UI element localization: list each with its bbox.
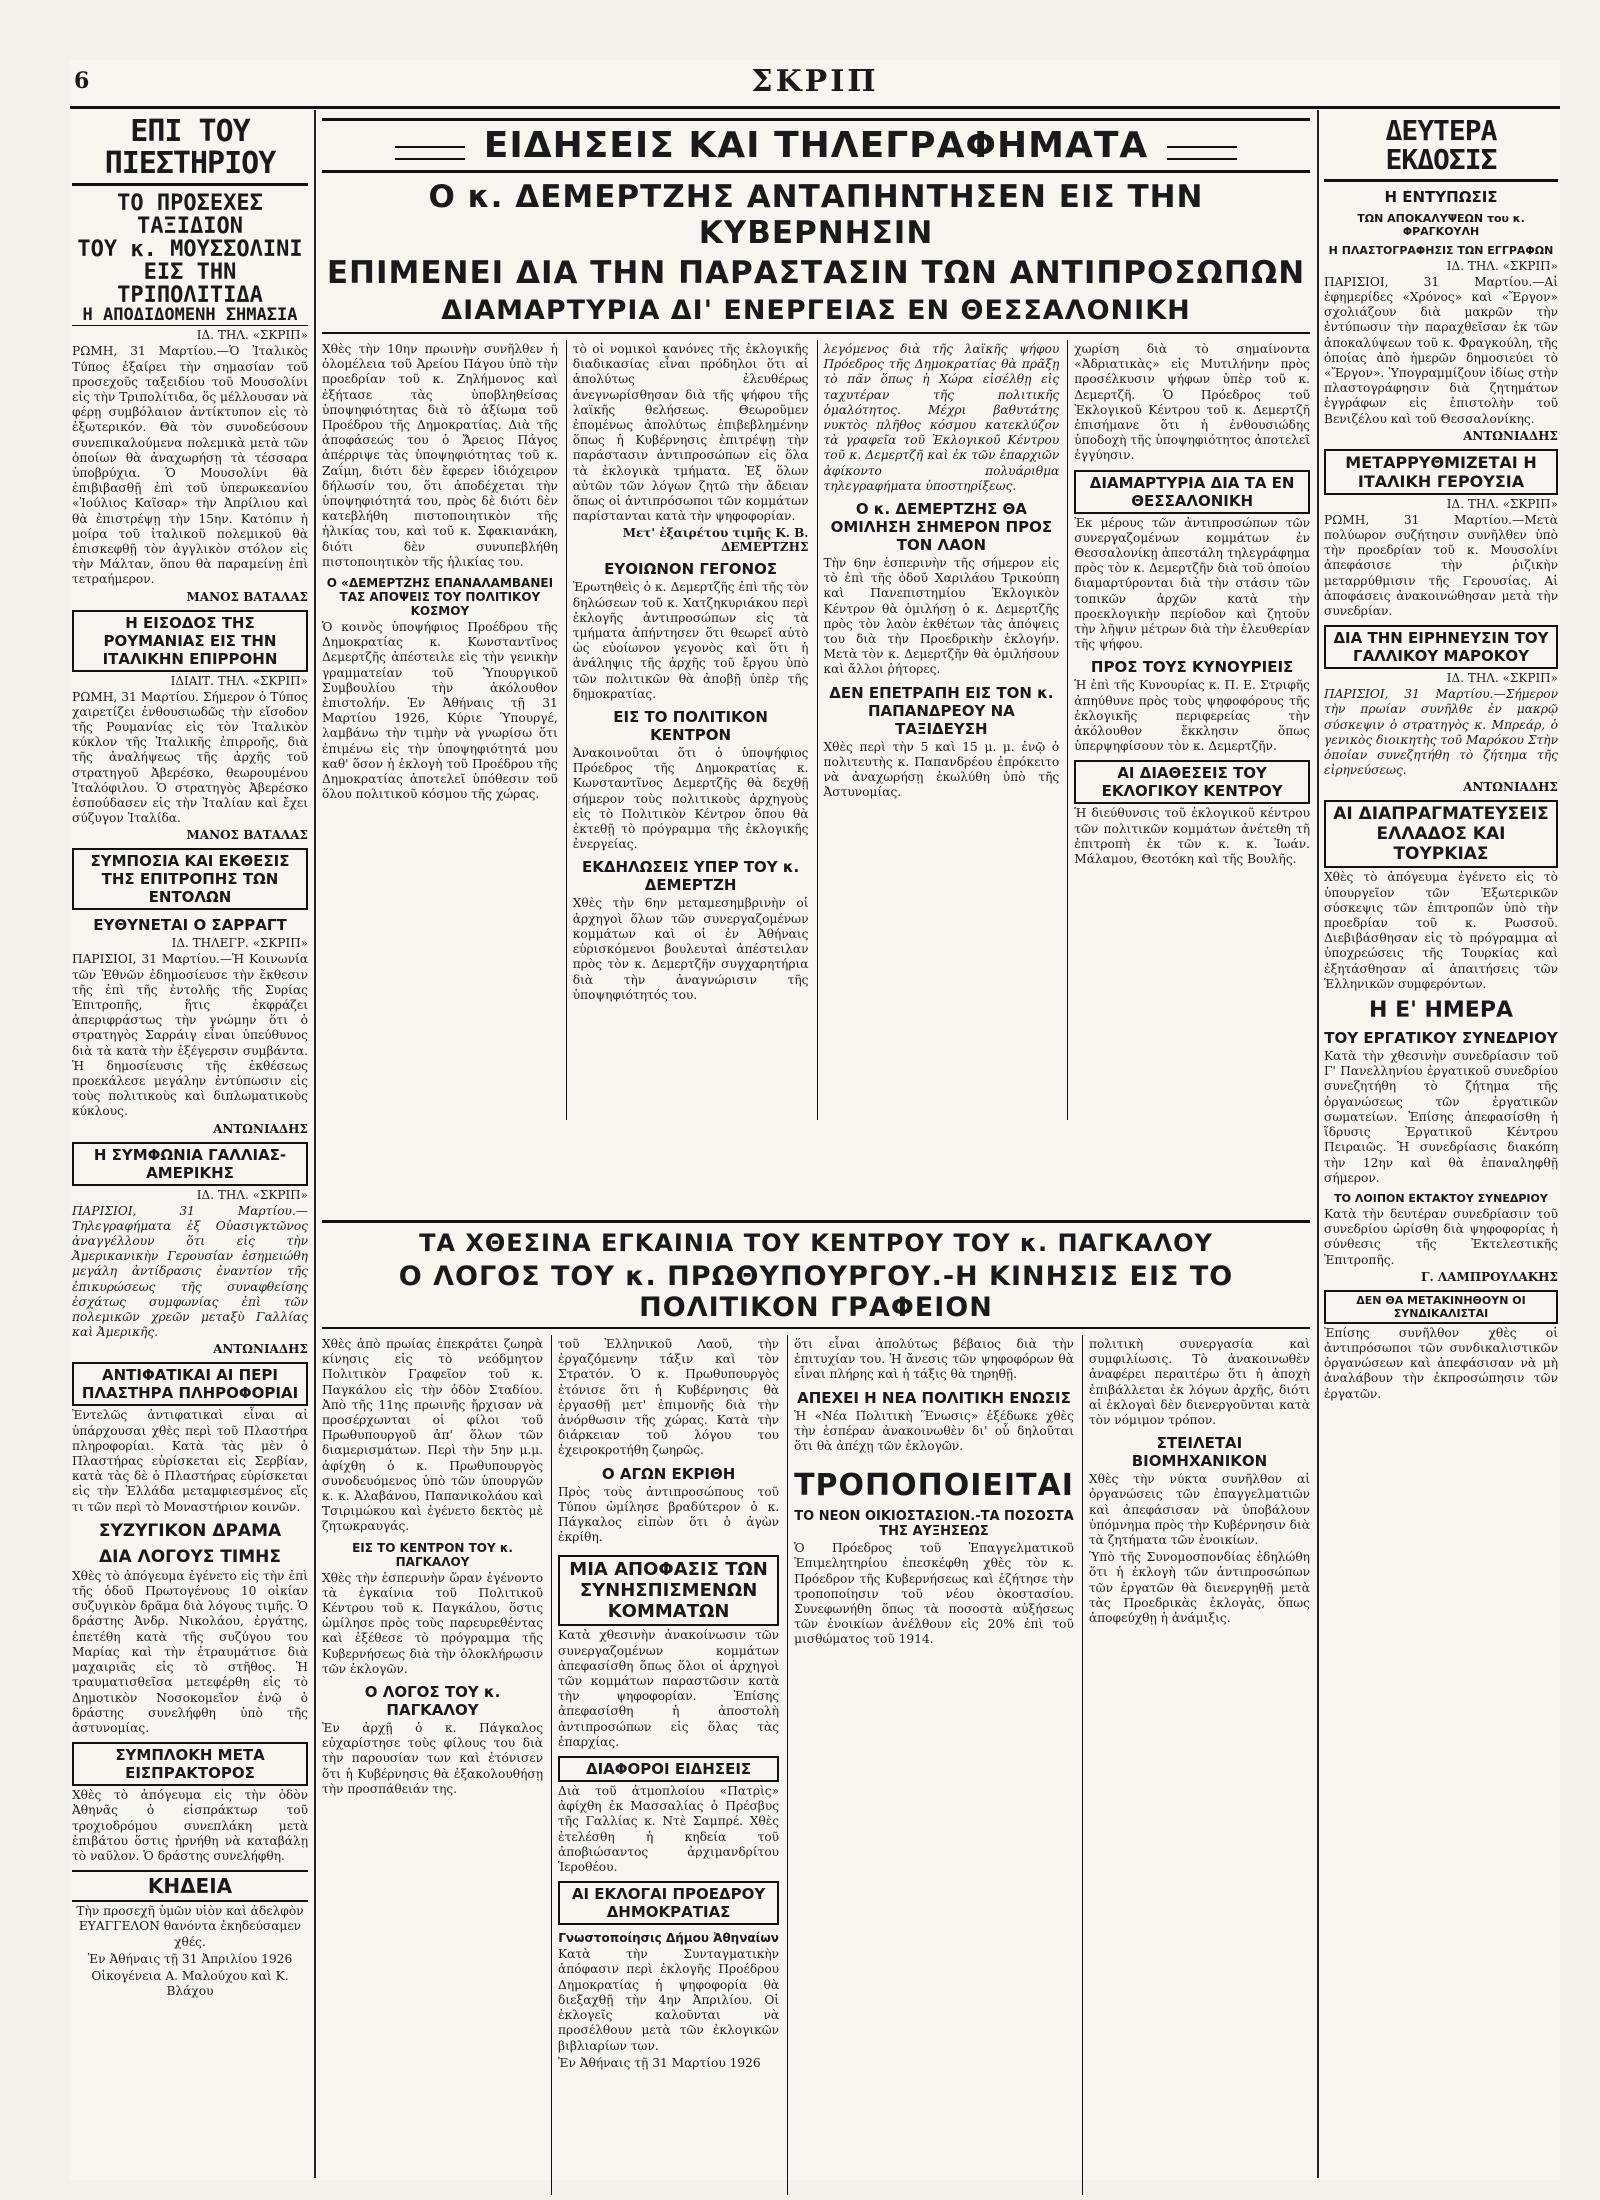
article-text: χωρίση διὰ τὸ σημαίνοντα «Ἀδριατικὰς» εἰς Μυτιλήνην πρὸς προσέλκυσιν ψήφων ὑπὲρ τοῦ κ. Δεμερτζῆ. Ὁ Πρόεδρος τοῦ Ἐκλογικοῦ Κέντρου τοῦ κ. Δεμερτζῆ ἐπισήμανε ὅτι ἡ ἐνθουσιώδης ὑποδοχὴ τῆς ὑποψηφιότητος ἀποτελεῖ ἐγγύησιν.	[1074, 342, 1310, 463]
lower-col-3	[787, 1335, 1074, 2195]
article-text: Ὑπὸ τῆς Συνομοσπονδίας ἐδηλώθη ὅτι ἡ ἐκλογὴ τῶν ἀντιπροσώπων τῶν ἐργατῶν θὰ διενεργηθῇ μετὰ τὰς Προεδρικὰς ἐκλογὰς, ὅπως ἀποφεύχθῃ ἡ ἀνάμιξις.	[1088, 1550, 1310, 1626]
story-heading: ΑΙ ΔΙΑΠΡΑΓΜΑΤΕΥΣΕΙΣ ΕΛΛΑΔΟΣ ΚΑΙ ΤΟΥΡΚΙΑΣ	[1324, 800, 1558, 868]
signature: Μετ' ἐξαιρέτου τιμῆς Κ. Β. ΔΕΜΕΡΤΖΗΣ	[622, 526, 809, 555]
masthead	[70, 60, 1560, 109]
story-heading: ΣΥΖΥΓΙΚΟΝ ΔΡΑΜΑ	[98, 1520, 282, 1541]
center-col-3	[817, 340, 1060, 1120]
story-heading: ΕΥΟΙΩΝΟΝ ΓΕΓΟΝΟΣ	[604, 560, 778, 579]
article-text: Διὰ τοῦ ἀτμοπλοίου «Πατρὶς» ἀφίχθη ἐκ Μασσαλίας ὁ Πρέσβυς τῆς Γαλλίας κ. Ντὲ Σαμπρέ. Χθὲς ἐτελέσθη ἡ κηδεία τοῦ ἀποβιώσαντος ἀρχιμανδρίτου Ἱεροθέου.	[558, 1784, 780, 1875]
story-heading: ΔΕΝ ΘΑ ΜΕΤΑΚΙΝΗΘΟΥΝ ΟΙ ΣΥΝΔΙΚΑΛΙΣΤΑΙ	[1324, 1290, 1558, 1324]
story-heading: Η ΕΙΣΟΔΟΣ ΤΗΣ ΡΟΥΜΑΝΙΑΣ ΕΙΣ ΤΗΝ ΙΤΑΛΙΚΗΝ ΕΠΙΡΡΟΗΝ	[72, 610, 308, 672]
story-heading: ΑΙ ΕΚΛΟΓΑΙ ΠΡΟΕΔΡΟΥ ΔΗΜΟΚΡΑΤΙΑΣ	[558, 1881, 779, 1925]
article-text: Ἀνακοινοῦται ὅτι ὁ ὑποψήφιος Πρόεδρος τῆς Δημοκρατίας κ. Κωνσταντῖνος Δεμερτζῆς θὰ δεχθῇ σήμερον τοὺς πολιτικοὺς ἀρχηγοὺς εἰς τὸ Πολιτικὸν Κέντρον ὅπου θὰ ἐκτεθῇ τὸ πρόγραμμα τῆς ἐκλογικῆς ἐνεργείας.	[572, 746, 809, 852]
lower-col-4	[1082, 1335, 1310, 2195]
story-heading: ΑΝΤΙΦΑΤΙΚΑΙ ΑΙ ΠΕΡΙ ΠΛΑΣΤΗΡΑ ΠΛΗΡΟΦΟΡΙΑΙ	[72, 1362, 308, 1406]
article-text: Τὴν 6ην ἑσπερινὴν τῆς σήμερον εἰς τὸ ἐπὶ τῆς ὁδοῦ Χαριλάου Τρικούπη καὶ Πανεπιστημίου Ἐκλογικὸν Κέντρον θὰ ὁμιλήσῃ ὁ κ. Δεμερτζῆς πρὸς τὸν λαὸν ἐκθέτων τὰς ἀπόψεις του διὰ τὴν Προεδρικὴν ἐκλογήν. Μετὰ τὸν κ. Δεμερτζῆν θὰ ὁμιλήσουν καὶ ἄλλοι ῥήτορες.	[823, 556, 1060, 677]
story-subheading: Η ΑΠΟΔΙΔΟΜΕΝΗ ΣΗΜΑΣΙΑ	[72, 307, 308, 326]
story-heading: ΔΙΑ ΤΗΝ ΕΙΡΗΝΕΥΣΙΝ ΤΟΥ ΓΑΛΛΙΚΟΥ ΜΑΡΟΚΟΥ	[1324, 625, 1558, 669]
story-subheading: ΔΙΑ ΛΟΓΟΥΣ ΤΙΜΗΣ	[99, 1546, 281, 1567]
story-heading: ΤΡΟΠΟΠΟΙΕΙΤΑΙ	[794, 1468, 1074, 1504]
left-column	[72, 116, 308, 2176]
story-subheading: ΕΥΘΥΝΕΤΑΙ Ο ΣΑΡΡΑΓΤ	[93, 916, 287, 935]
left-heading: ΕΠΙ ΤΟΥ ΠΙΕΣΤΗΡΙΟΥ	[72, 116, 308, 186]
byline: ΙΔ. ΤΗΛΕΓΡ. «ΣΚΡΙΠ»	[171, 936, 308, 951]
article-text: πολιτικὴ συνεργασία καὶ συμφιλίωσις. Τὸ ἀνακοινωθὲν ἀναφέρει περαιτέρω ὅτι ἡ ἀποχὴ ἐπιβάλλεται ἐκ λόγων ἀρχῆς, διότι αἱ ἐκλογαὶ δὲν διενεργοῦνται κατὰ τὸν νόμιμον τρόπον.	[1088, 1337, 1310, 1428]
center-columns	[322, 340, 1310, 1120]
center-col-1	[322, 340, 558, 1120]
story-heading: Η ΕΝΤΥΠΩΣΙΣ	[1384, 187, 1498, 206]
story-heading: Ο «ΔΕΜΕΡΤΖΗΣ ΕΠΑΝΑΛΑΜΒΑΝΕΙ ΤΑΣ ΑΠΟΨΕΙΣ ΤΟΥ ΠΟΛΙΤΙΚΟΥ ΚΟΣΜΟΥ	[326, 576, 554, 619]
story-heading: ΕΚΔΗΛΩΣΕΙΣ ΥΠΕΡ ΤΟΥ κ. ΔΕΜΕΡΤΖΗ	[582, 858, 800, 895]
signature: ΑΝΤΩΝΙΑΔΗΣ	[213, 1342, 308, 1357]
article-text: ΡΩΜΗ, 31 Μαρτίου. Σήμερον ὁ Τύπος χαιρετίζει ἐνθουσιωδῶς τὴν εἴσοδον τῆς Ρουμανίας εἰς τὸν Ἰταλικὸν κύκλον τῆς Ἰταλικῆς ἐπιρροῆς, διὰ τῆς ἀναλήψεως τῆς ἀρχῆς τοῦ στρατηγοῦ Ἀβερέσκο, θεωρουμένου Ἰταλόφιλου. Ὁ στρατηγὸς Ἀβερέσκο ἐσπούδασεν εἰς τὴν Ἰταλίαν καὶ ἔχει σύζυγον Ἰταλίδα.	[72, 689, 308, 826]
lower-columns	[322, 1335, 1310, 2195]
section-title: ΕΙΔΗΣΕΙΣ ΚΑΙ ΤΗΛΕΓΡΑΦΗΜΑΤΑ	[483, 125, 1149, 166]
byline: ΙΔ. ΤΗΛ. «ΣΚΡΙΠ»	[196, 1187, 308, 1202]
decorative-rule	[1167, 146, 1237, 160]
article-text: Χθὲς τὴν ἑσπερινὴν ὥραν ἐγένοντο τὰ ἐγκαίνια τοῦ Πολιτικοῦ Κέντρου τοῦ κ. Παγκάλου, ὅστις ὡμίλησε πρὸς τοὺς παρευρεθέντας καὶ ἐξέθεσε τὸ πρόγραμμα τῆς Κυβερνήσεως διὰ τὴν ὁλοκλήρωσιν τῶν ἐκλογῶν.	[322, 1570, 544, 1676]
article-text: Ἐκ μέρους τῶν ἀντιπροσώπων τῶν συνεργαζομένων κομμάτων ἐν Θεσσαλονίκῃ ἀπεστάλη τηλεγράφημα πρὸς τὸν κ. Δεμερτζῆν διὰ τοῦ ὁποίου διαμαρτύρονται διὰ τὴν στάσιν τῶν τοπικῶν ἀρχῶν κατὰ τὴν προεκλογικὴν περίοδον καὶ ζητοῦν τὴν λῆψιν μέτρων διὰ τὴν ἐλευθερίαν τῆς ψήφου.	[1074, 515, 1310, 652]
article-text: Ἐντελῶς ἀντιφατικαὶ εἶναι αἱ ὑπάρχουσαι χθὲς περὶ τοῦ Πλαστήρα πληροφορίαι. Κατὰ τὰς μὲν ὁ Πλαστήρας εὑρίσκεται εἰς Σερβίαν, κατὰ τὰς δὲ ὁ Πλαστήρας εὑρίσκεται εἰς τὴν Ἑλλάδα μεταμφιεσμένος εἴς τι τῶν περὶ τὸ Μοναστήριον κοινῶν.	[72, 1408, 308, 1514]
story-heading: ΤΟ ΠΡΟΣΕΧΕΣ ΤΑΞΙΔΙΟΝ	[117, 191, 263, 240]
story-heading: Ο ΛΟΓΟΣ ΤΟΥ κ. ΠΑΓΚΑΛΟΥ	[364, 1683, 501, 1720]
story-heading: ΔΕΝ ΕΠΕΤΡΑΠΗ ΕΙΣ ΤΟΝ κ. ΠΑΠΑΝΔΡΕΟΥ ΝΑ ΤΑΞΙΔΕΥΣΗ	[829, 683, 1054, 738]
center-col-4	[1067, 340, 1310, 1120]
signature: ΑΝΤΩΝΙΑΔΗΣ	[213, 1121, 308, 1136]
story-heading: ΣΤΕΙΛΕΤΑΙ ΒΙΟΜΗΧΑΝΙΚΟΝ	[1131, 1434, 1268, 1471]
article-text: Κατὰ χθεσινὴν ἀνακοίνωσιν τῶν συνεργαζομένων κομμάτων ἀπεφασίσθη ὅπως ὅλοι οἱ ἀρχηγοὶ τῶν κομμάτων παραστῶσιν κατὰ τὴν ψηφοφορίαν. Ἐπίσης ἀπεφασίσθη ἡ ἀποστολὴ ἀντιπροσώπων εἰς ὅλας τὰς ἐπαρχίας.	[558, 1628, 780, 1749]
article-text: ΡΩΜΗ, 31 Μαρτίου.—Μετὰ πολύωρον συζήτησιν συνῆλθεν ὑπὸ τὴν προεδρίαν τοῦ κ. Μουσολίνι ἀπεφάσισε τὴν ῥιζικὴν μεταρρύθμισιν τῆς Γερουσίας. Αἱ ἀποφάσεις ἀνακοινώθησαν μετὰ τὴν συνεδρίαν.	[1324, 512, 1558, 619]
center-top	[322, 118, 1310, 1208]
story-heading: ΣΥΜΠΟΣΙΑ ΚΑΙ ΕΚΘΕΣΙΣ ΤΗΣ ΕΠΙΤΡΟΠΗΣ ΤΩΝ ΕΝΤΟΛΩΝ	[72, 848, 308, 910]
article-text: τοῦ Ἑλληνικοῦ Λαοῦ, τὴν ἐργαζόμενην τάξιν καὶ τὸν Στρατόν. Ὁ κ. Πρωθυπουργὸς ἐτόνισε ὅτι ἡ Κυβέρνησις θὰ ἐργασθῇ μετ' ἐπιμονῆς διὰ τὴν ἀνόρθωσιν τῆς χώρας. Κατὰ τὴν διάρκειαν τοῦ λόγου του ἐχειροκροτήθη ζωηρῶς.	[558, 1337, 780, 1458]
story-heading: Η ΠΛΑΣΤΟΓΡΑΦΗΣΙΣ ΤΩΝ ΕΓΓΡΑΦΩΝ	[1328, 243, 1554, 257]
article-text: Χθὲς τὴν 10ην πρωινὴν συνῆλθεν ἡ ὁλομέλεια τοῦ Ἀρείου Πάγου ὑπὸ τὴν προεδρίαν τοῦ κ. Ζηλήμονος καὶ ἐξήτασε τὰς ὑποβληθείσας ὑποψηφιότητας διὰ τὸ ἀξίωμα τοῦ Προέδρου τῆς Δημοκρατίας. Διὰ τῆς ἀποφάσεώς του ὁ Ἄρειος Πάγος ἀπέρριψε τὰς ὑποψηφιότητας τοῦ κ. Ζαΐμη, διότι δὲν ἔφερεν ἰδιόχειρον δήλωσίν του, ὅτι ἀποδέχεται τὴν ὑποψηφιότητά του, πρὸς δὲ διότι δὲν κατεβλήθη πιστοποιητικὸν τῆς ἡλικίας του, καὶ τοῦ κ. Σφακιανάκη, διότι δὲν συνυπεβλήθη πιστοποιητικὸν τῆς ἡλικίας του.	[322, 342, 558, 569]
article-text: ΠΑΡΙΣΙΟΙ, 31 Μαρτίου.—Σήμερον τὴν πρωίαν συνῆλθε ἐν μακρῷ σύσκεψιν ὁ στρατηγὸς κ. Μπρεάρ, ὁ γενικὸς διοικητὴς τοῦ Μαρόκου Στὴν ὁποίαν συνεζητήθη τὸ ζήτημα τῆς εἰρηνεύσεως.	[1324, 687, 1558, 778]
story-heading: ΕΙΣ ΤΟ ΠΟΛΙΤΙΚΟΝ ΚΕΝΤΡΟΝ	[613, 708, 768, 745]
story-heading: ΑΠΕΧΕΙ Η ΝΕΑ ΠΟΛΙΤΙΚΗ ΕΝΩΣΙΣ	[797, 1388, 1071, 1407]
article-text: Κατὰ τὴν δευτέραν συνεδρίασιν τοῦ συνεδρίου ὡρίσθη διὰ ψηφοφορίας ἡ σύνθεσις τῆς Ἐκτελεστικῆς Ἐπιτροπῆς.	[1324, 1206, 1558, 1267]
story-subheading: Γνωστοποίησις Δήμου Ἀθηναίων	[558, 1931, 779, 1946]
signature: ΜΑΝΟΣ ΒΑΤΑΛΑΣ	[186, 589, 308, 604]
article-text: Ὁ Πρόεδρος τοῦ Ἐπαγγελματικοῦ Ἐπιμελητηρίου ἐπεσκέφθη χθὲς τὸν κ. Πρόεδρον τῆς Κυβερνήσεως καὶ ἐζήτησε τὴν τροποποίησιν τοῦ νέου ὀκοστασίου. Συνεφωνήθη ὅπως τὰ ποσοστὰ αὐξήσεως τῶν ἐνοικίων ἀνέλθουν εἰς 20% ἐπὶ τοῦ μισθώματος τοῦ 1914.	[794, 1541, 1074, 1647]
article-text: Χθὲς τὸ ἀπόγευμα ἐγένετο εἰς τὴν ἐπὶ τῆς ὁδοῦ Πρωτογένους 10 οἰκίαν συζυγικὸν δρᾶμα διὰ λόγους τιμῆς. Ὁ δράστης Ἀνδρ. Νικολάου, ἐργάτης, ἐπετέθη κατὰ τῆς συζύγου του Μαρίας καὶ τὴν ἐτραυμάτισε διὰ μαχαιριᾶς εἰς τὸ στῆθος. Ἡ τραυματισθεῖσα μετεφέρθη εἰς τὸ Δημοτικὸν Νοσοκομεῖον ἐνῷ ὁ δράστης συνελήφθη ὑπὸ τῆς ἀστυνομίας.	[72, 1568, 308, 1735]
article-text: Ὁ κοινὸς ὑποψήφιος Προέδρου τῆς Δημοκρατίας κ. Κωνσταντῖνος Δεμερτζῆς ἀπέστειλε εἰς τὴν γενικὴν γραμματείαν τοῦ Ὑπουργικοῦ Συμβουλίου τὴν ἀκόλουθον ἐπιστολήν. Ἐν Ἀθήναις τῇ 31 Μαρτίου 1926, Κύριε Ὑπουργέ, λαμβάνω τὴν τιμὴν νὰ γνωρίσω ὅτι ἐπιμένω εἰς τὴν ὑποψηφιότητά μου καθ' ὅσον ἡ ἐκλογὴ τοῦ Προέδρου τῆς Δημοκρατίας ἀποτελεῖ ὑπόθεσιν τοῦ ὅλου πολιτικοῦ κόσμου τῆς χώρας.	[322, 620, 558, 802]
story-heading: ΠΡΟΣ ΤΟΥΣ ΚΥΝΟΥΡΙΕΙΣ	[1090, 658, 1294, 677]
article-text: Κατὰ τὴν Συνταγματικὴν ἀπόφασιν περὶ ἐκλογῆς Προέδρου Δημοκρατίας ἡ ψηφοφορία θὰ διεξαχθῇ τὴν 4ην Ἀπριλίου. Οἱ ἐκλογεῖς καλοῦνται νὰ προσέλθουν μετὰ τῶν ἐκλογικῶν βιβλιαρίων των.	[558, 1947, 780, 2053]
column-rule	[314, 110, 316, 2178]
main-subheadline: ΔΙΑΜΑΡΤΥΡΙΑ ΔΙ' ΕΝΕΡΓΕΙΑΣ ΕΝ ΘΕΣΣΑΛΟΝΙΚΗ	[322, 295, 1310, 334]
article-text: Χθὲς περὶ τὴν 5 καὶ 15 μ. μ. ἐνῷ ὁ πολιτευτὴς κ. Παπανδρέου ἐπρόκειτο νὰ ἀναχωρήσῃ ἐκωλύθη ὑπὸ τῆς Ἀστυνομίας.	[823, 739, 1060, 800]
byline: ΙΔ. ΤΗΛ. «ΣΚΡΙΠ»	[1446, 258, 1558, 273]
lower-banner: Ο ΛΟΓΟΣ ΤΟΥ κ. ΠΡΩΘΥΠΟΥΡΓΟΥ.-Η ΚΙΝΗΣΙΣ ΕΙΣ ΤΟ ΠΟΛΙΤΙΚΟΝ ΓΡΑΦΕΙΟΝ	[322, 1261, 1310, 1329]
signature: ΑΝΤΩΝΙΑΔΗΣ	[1463, 428, 1558, 443]
article-text: Ἐν ἀρχῇ ὁ κ. Πάγκαλος εὐχαρίστησε τοὺς φίλους του διὰ τὴν παρουσίαν των καὶ ἐτόνισεν ὅτι ἡ Κυβέρνησις θὰ ἐξακολουθήσῃ τὴν προσπάθειάν της.	[322, 1721, 544, 1796]
article-text: Πρὸς τοὺς ἀντιπροσώπους τοῦ Τύπου ὡμίλησε βραδύτερον ὁ κ. Πάγκαλος εἰπὼν ὅτι ὁ ἀγὼν ἐκρίθη.	[558, 1484, 780, 1545]
article-date: Ἐν Ἀθήναις τῇ 31 Μαρτίου 1926	[558, 2055, 761, 2070]
newspaper-page	[70, 60, 1560, 2180]
story-heading: ΔΙΑΜΑΡΤΥΡΙΑ ΔΙΑ ΤΑ ΕΝ ΘΕΣΣΑΛΟΝΙΚΗ	[1074, 470, 1310, 514]
right-heading: ΔΕΥΤΕΡΑ ΕΚΔΟΣΙΣ	[1324, 116, 1558, 182]
article-text: Χθὲς τὸ ἀπόγευμα εἰς τὴν ὁδὸν Ἀθηνᾶς ὁ εἰσπράκτωρ τοῦ τροχιοδρόμου συνεπλάκη μετὰ ἐπιβάτου ὅστις ἠρνήθη νὰ καταβάλῃ τὸ ναῦλον. Ὁ δράστης συνελήφθη.	[72, 1788, 308, 1863]
article-text: ΠΑΡΙΣΙΟΙ, 31 Μαρτίου.—Αἱ ἐφημερίδες «Χρόνος» καὶ «Ἔργον» σχολιάζουν διὰ μακρῶν τὴν ἐντύπωσιν τὴν παραχθεῖσαν ἐκ τῶν ἀποκαλύψεων τοῦ κ. Φραγκούλη, τῆς ὁποίας ἀπὸ ἡμερῶν δημοσιεύει τὸ «Ἔργον». Ὑπογραμμίζουν ἰδίως στὴν πλαστογράφησιν διὰ ζητημάτων ἐγγράφων εἰς ἐπιστολὴν τοῦ Βενιζέλου καὶ τοῦ Θεσσαλονίκης.	[1324, 274, 1558, 426]
story-heading: Ο ΑΓΩΝ ΕΚΡΙΘΗ	[601, 1464, 736, 1483]
center-col-2	[566, 340, 809, 1120]
right-column	[1324, 116, 1558, 2176]
story-heading: ΤΟ ΛΟΙΠΟΝ ΕΚΤΑΚΤΟΥ ΣΥΝΕΔΡΙΟΥ	[1334, 1191, 1548, 1205]
story-heading: ΕΙΣ ΤΗΝ ΤΡΙΠΟΛΙΤΙΔΑ	[117, 260, 263, 309]
section-title-bar	[322, 118, 1310, 173]
byline: ΙΔΙΑΙΤ. ΤΗΛ. «ΣΚΡΙΠ»	[170, 673, 308, 688]
story-heading: ΑΙ ΔΙΑΘΕΣΕΙΣ ΤΟΥ ΕΚΛΟΓΙΚΟΥ ΚΕΝΤΡΟΥ	[1074, 760, 1310, 804]
story-subheading: ΤΟΥ ΕΡΓΑΤΙΚΟΥ ΣΥΝΕΔΡΙΟΥ	[1324, 1029, 1558, 1048]
notice-date: Ἐν Ἀθήναις τῇ 31 Ἀπριλίου 1926	[87, 1951, 293, 1966]
article-text: Ἡ ἐπὶ τῆς Κυνουρίας κ. Π. Ε. Στριφῆς ἀπηύθυνε πρὸς τοὺς ψηφοφόρους τῆς ἐκλογικῆς περιφερείας τὴν ἀκόλουθον ἔκκλησιν ὅπως ὑπερψηφίσουν τὸν κ. Δεμερτζῆν.	[1074, 678, 1310, 754]
notice-text: Τὴν προσεχῆ ὑμῶν υἱὸν καὶ ἀδελφὸν ΕΥΑΓΓΕΛΟΝ θανόντα ἐκηδεύσαμεν χθές.	[76, 1904, 304, 1949]
main-headline: ΕΠΙΜΕΝΕΙ ΔΙΑ ΤΗΝ ΠΑΡΑΣΤΑΣΙΝ ΤΩΝ ΑΝΤΙΠΡΟΣΩΠΩΝ	[326, 255, 1306, 291]
byline: ΙΔ. ΤΗΛ. «ΣΚΡΙΠ»	[1446, 496, 1558, 511]
article-text: Χθὲς ἀπὸ πρωίας ἐπεκράτει ζωηρὰ κίνησις εἰς τὸ νεόδμητον Πολιτικὸν Γραφεῖον τοῦ κ. Παγκάλου εἰς τὴν ὁδὸν Σταδίου. Ἀπὸ τῆς 11ης πρωινῆς ἤρχισαν νὰ προσέρχωνται οἱ φίλοι τοῦ Πρωθυπουργοῦ ἀπ' ὅλων τῶν διαμερισμάτων. Περὶ τὴν 5ην μ.μ. ἀφίχθη ὁ κ. Πρωθυπουργὸς συνοδευόμενος ὑπὸ τῶν ὑπουργῶν κ. κ. Ἀλαβάνου, Παπανικολάου καὶ Τσιριμώκου καὶ ἐγένετο δεκτὸς μὲ ζητωκραυγάς.	[322, 1337, 544, 1534]
story-heading: ΔΙΑΦΟΡΟΙ ΕΙΔΗΣΕΙΣ	[558, 1756, 779, 1782]
article-text: Ἐρωτηθεὶς ὁ κ. Δεμερτζῆς ἐπὶ τῆς τὸν δηλώσεων τοῦ κ. Χατζηκυριάκου περὶ ἐκλογῆς ἀντιπροσώπων εἰς τὰ τμήματα ἀπήντησεν ὅτι θεωρεῖ αὐτὸ ὡς εὐοίωνον γεγονὸς καὶ ὅτι ἡ ἀνάληψις τῆς ἀρχῆς τοῦ ἔργου ὑπὸ τῶν πολιτικῶν θὰ ἀποβῇ ὑπὲρ τῆς δημοκρατίας.	[572, 580, 809, 701]
main-headline: Ο κ. ΔΕΜΕΡΤΖΗΣ ΑΝΤΑΠΗΝΤΗΣΕΝ ΕΙΣ ΤΗΝ ΚΥΒΕΡΝΗΣΙΝ	[428, 179, 1204, 251]
newspaper-name: ΣΚΡΙΠ	[751, 64, 879, 99]
article-text: Χθὲς τὸ ἀπόγευμα ἐγένετο εἰς τὸ ὑπουργεῖον τῶν Ἐξωτερικῶν σύσκεψις τῶν ἐπιτροπῶν ὑπὸ τὴν προεδρίαν τοῦ κ. Ρωσσοῦ. Διεβιβάσθησαν εἰς τὸ πρόγραμμα αἱ ὑποχρεώσεις τῆς Τουρκίας καὶ ἐξητάσθησαν αἱ ἀπαιτήσεις τῶν Ἑλληνικῶν συμφερόντων.	[1324, 870, 1558, 991]
story-heading: ΕΙΣ ΤΟ ΚΕΝΤΡΟΝ ΤΟΥ κ. ΠΑΓΚΑΛΟΥ	[352, 1540, 513, 1569]
story-heading: ΤΩΝ ΑΠΟΚΑΛΥΨΕΩΝ του κ. ΦΡΑΓΚΟΥΛΗ	[1357, 211, 1525, 238]
article-text: Ἡ «Νέα Πολιτικὴ Ἕνωσις» ἐξέδωκε χθὲς τὴν ἑσπέραν ἀνακοινωθὲν δι' οὗ δηλοῦται ὅτι θὰ ἀπέχῃ τῶν ἐκλογῶν.	[794, 1408, 1074, 1454]
lower-banner: ΤΑ ΧΘΕΣΙΝΑ ΕΓΚΑΙΝΙΑ ΤΟΥ ΚΕΝΤΡΟΥ ΤΟΥ κ. ΠΑΓΚΑΛΟΥ	[419, 1229, 1213, 1257]
signature: Γ. ΛΑΜΠΡΟΥΛΑΚΗΣ	[1420, 1269, 1558, 1284]
story-heading: ΤΟΥ κ. ΜΟΥΣΣΟΛΙΝΙ	[77, 237, 303, 263]
lower-col-1	[322, 1335, 543, 2195]
column-rule	[1317, 110, 1319, 2178]
lower-col-2	[551, 1335, 779, 2195]
article-text: Ἐπίσης συνῆλθον χθὲς οἱ ἀντιπρόσωποι τῶν συνδικαλιστικῶν ὀργανώσεων καὶ ἀπεφάσισαν νὰ μὴ ἀναλάβουν τὴν ἐκπροσώπησιν τῶν ἐργατῶν.	[1324, 1325, 1558, 1401]
story-heading: ΣΥΜΠΛΟΚΗ ΜΕΤΑ ΕΙΣΠΡΑΚΤΟΡΟΣ	[72, 1742, 308, 1786]
story-heading: Η ΣΥΜΦΩΝΙΑ ΓΑΛΛΙΑΣ-ΑΜΕΡΙΚΗΣ	[72, 1142, 308, 1186]
story-heading: Η Ε' ΗΜΕΡΑ	[1369, 998, 1513, 1024]
byline: ΙΔ. ΤΗΛ. «ΣΚΡΙΠ»	[196, 328, 308, 343]
article-text: ΠΑΡΙΣΙΟΙ, 31 Μαρτίου.—Ἡ Κοινωνία τῶν Ἐθνῶν ἐδημοσίευσε τὴν ἔκθεσιν τῆς ἐπὶ τῆς ἐντολῆς τῆς Συρίας Ἐπιτροπῆς, ἥτις ἐκφράζει ἀπεριφράστως τὴν γνώμην ὅτι ὁ στρατηγὸς Σαρράιγ εἶναι ὑπεύθυνος διὰ τὰ κατὰ τὴν ἐξέγερσιν συμβάντα. Ἡ δημοσίευσις τῆς ἐκθέσεως προεκάλεσε μεγάλην ἐντύπωσιν εἰς τοὺς πολιτικοὺς καὶ διπλωματικοὺς κύκλους.	[72, 952, 308, 1119]
article-text: τὸ οἰ νομικοὶ κανόνες τῆς ἐκλογικῆς διαδικασίας εἶναι πρόδηλοι ὅτι αἱ ἀπολύτως ἐλευθέρως ἀνεγνωρίσθησαν διὰ τῆς ψήφου τῆς λαϊκῆς θελήσεως. Θεωροῦμεν ἐπομένως ἀπολύτως ἐπιβεβλημένην ὅπως ἡ Κυβέρνησις ἐπιτρέψῃ τὴν παράστασιν ἀντιπροσώπων εἰς ὅλα τὰ ἐκλογικὰ τμήματα. Ἐξ ὅλων αὐτῶν τῶν λόγων ζητῶ τὴν ἄδειαν ὅπως οἱ ἀντιπρόσωποι τῶν κομμάτων παρίστανται κατὰ τὴν ψηφοφορίαν.	[572, 342, 809, 524]
story-subheading: ΤΟ ΝΕΟΝ ΟΙΚΙΟΣΤΑΣΙΟΝ.-ΤΑ ΠΟΣΟΣΤΑ ΤΗΣ ΑΥΞΗΣΕΩΣ	[794, 1509, 1074, 1540]
story-heading: ΜΕΤΑΡΡΥΘΜΙΖΕΤΑΙ Η ΙΤΑΛΙΚΗ ΓΕΡΟΥΣΙΑ	[1324, 449, 1558, 495]
article-text: Χθὲς τὴν 6ην μεταμεσημβρινὴν οἱ ἀρχηγοὶ ὅλων τῶν συνεργαζομένων κομμάτων καὶ οἱ ἐν Ἀθήναις εὑρισκόμενοι βουλευταὶ ἀπέστειλαν πρὸς τὸν κ. Δεμερτζῆν συγχαρητήρια διὰ τὴν ἀναγνώρισιν τῆς ὑποψηφιότητός του.	[572, 896, 809, 1002]
article-text: ὅτι εἶναι ἀπολύτως βέβαιος διὰ τὴν ἐπιτυχίαν του. Ἡ ἄνεσις τῶν ψηφοφόρων θὰ εἶναι πλήρης καὶ ἡ τάξις θὰ τηρηθῇ.	[794, 1337, 1074, 1382]
signature: ΜΑΝΟΣ ΒΑΤΑΛΑΣ	[186, 828, 308, 843]
decorative-rule	[395, 146, 465, 160]
article-text: ΡΩΜΗ, 31 Μαρτίου.—Ὁ Ἰταλικὸς Τύπος ἐξαίρει τὴν σημασίαν τοῦ προσεχοῦς ταξειδίου τοῦ Μουσολίνι εἰς τὴν Τριπολίτιδα, ὅς μέλλουσαν νὰ φέρῃ συμβόλαιον ἀντίκτυπον εἰς τὸ ἐξωτερικόν. Θὰ τὸν συνοδεύσουν συνεπικαλούμενα πολεμικὰ μετὰ τῶν ὁποίων θὰ ἀναχωρήσῃ τὰ τέσσαρα ὑποβρύχια. Ὁ Μουσολίνι θὰ ἐπιβιβασθῇ ἐπὶ τοῦ ὑπερωκεανίου «Ἰούλιος Καῖσαρ» τὴν Ἀπρίλιου καὶ θὰ ἐπιστρέψῃ τὴν 15ην. Κατόπιν ἡ μοίρα τοῦ ἰταλικοῦ πολεμικοῦ θὰ ἐπισκεφθῇ τὸν ἀγγλικὸν στόλον εἰς τὴν Μάλταν, ὅπου θὰ παραμείνῃ ἐπὶ τετραήμερον.	[72, 344, 308, 587]
signature: ΑΝΤΩΝΙΑΔΗΣ	[1463, 780, 1558, 795]
article-text: λεγόμενος διὰ τῆς λαϊκῆς ψήφου Πρόεδρος τῆς Δημοκρατίας θὰ πρᾶξῃ τὸ πᾶν ὅπως ἡ Χώρα εἰσέλθῃ εἰς ταχυτέραν τῆς πολιτικῆς ὁμαλότητος. Μέχρι βαθυτάτης νυκτὸς πλῆθος κόσμου κατεκλύζον τὰ γραφεῖα τοῦ Ἐκλογικοῦ Κέντρου τοῦ κ. Δεμερτζῆ καὶ ἐκ τῶν ἐπαρχιῶν ἀφίκοντο πολυάριθμα τηλεγραφήματα ὑποστηρίξεως.	[823, 342, 1060, 493]
article-text: ΠΑΡΙΣΙΟΙ, 31 Μαρτίου.—Τηλεγραφήματα ἐξ Οὐασιγκτῶνος ἀναγγέλλουν ὅτι εἰς τὴν Ἀμερικανικὴν Γερουσίαν ἐσημειώθη μεγάλη ἀντίδρασις ἐναντίον τῆς ἐπικυρώσεως τῆς συναφθείσης ἐσχάτως συμφωνίας ἐπὶ τῶν πολεμικῶν χρεῶν μεταξὺ Γαλλίας καὶ Ἀμερικῆς.	[72, 1203, 308, 1340]
byline: ΙΔ. ΤΗΛ. «ΣΚΡΙΠ»	[1446, 671, 1558, 686]
article-text: Χθὲς τὴν νύκτα συνῆλθον αἱ ὀργανώσεις τῶν ἐπαγγελματιῶν καὶ ἀπεφάσισαν νὰ ὑποβάλουν ὑπόμνημα πρὸς τὴν Κυβέρνησιν διὰ τὰ ζητήματα τῶν ἐνοικίων.	[1088, 1472, 1310, 1548]
lower-center	[322, 1220, 1310, 2181]
article-text: Κατὰ τὴν χθεσινὴν συνεδρίασιν τοῦ Γ' Πανελληνίου ἐργατικοῦ συνεδρίου συνεζητήθη τὸ ζήτημα τῆς ὀργανώσεως τῶν ἐργατικῶν σωματείων. Ἐπίσης ἀπεφασίσθη ἡ ἵδρυσις Ἐργατικοῦ Κέντρου Πειραιῶς. Ἡ συνεδρίασις διακόπη τὴν 12ην καὶ θὰ ἐπαναληφθῇ σήμερον.	[1324, 1049, 1558, 1185]
funeral-heading: ΚΗΔΕΙΑ	[72, 1870, 308, 1902]
story-heading: ΜΙΑ ΑΠΟΦΑΣΙΣ ΤΩΝ ΣΥΝΗΣΠΙΣΜΕΝΩΝ ΚΟΜΜΑΤΩΝ	[558, 1555, 779, 1626]
notice-family: Οἰκογένεια Α. Μαλούχου καὶ Κ. Βλάχου	[91, 1968, 289, 1999]
page-number: 6	[74, 68, 90, 94]
article-text: Ἡ διεύθυνσις τοῦ ἐκλογικοῦ κέντρου τῶν πολιτικῶν κομμάτων ἀνέτεθη τῆ ἐπιτροπὴ ἐκ τῶν κ. κ. Ἰωάν. Μάλαμου, Θεοτόκη καὶ τῆς Βουλῆς.	[1074, 806, 1310, 867]
story-heading: Ο κ. ΔΕΜΕΡΤΖΗΣ ΘΑ ΟΜΙΛΗΣΗ ΣΗΜΕΡΟΝ ΠΡΟΣ ΤΟΝ ΛΑΟΝ	[830, 500, 1053, 555]
